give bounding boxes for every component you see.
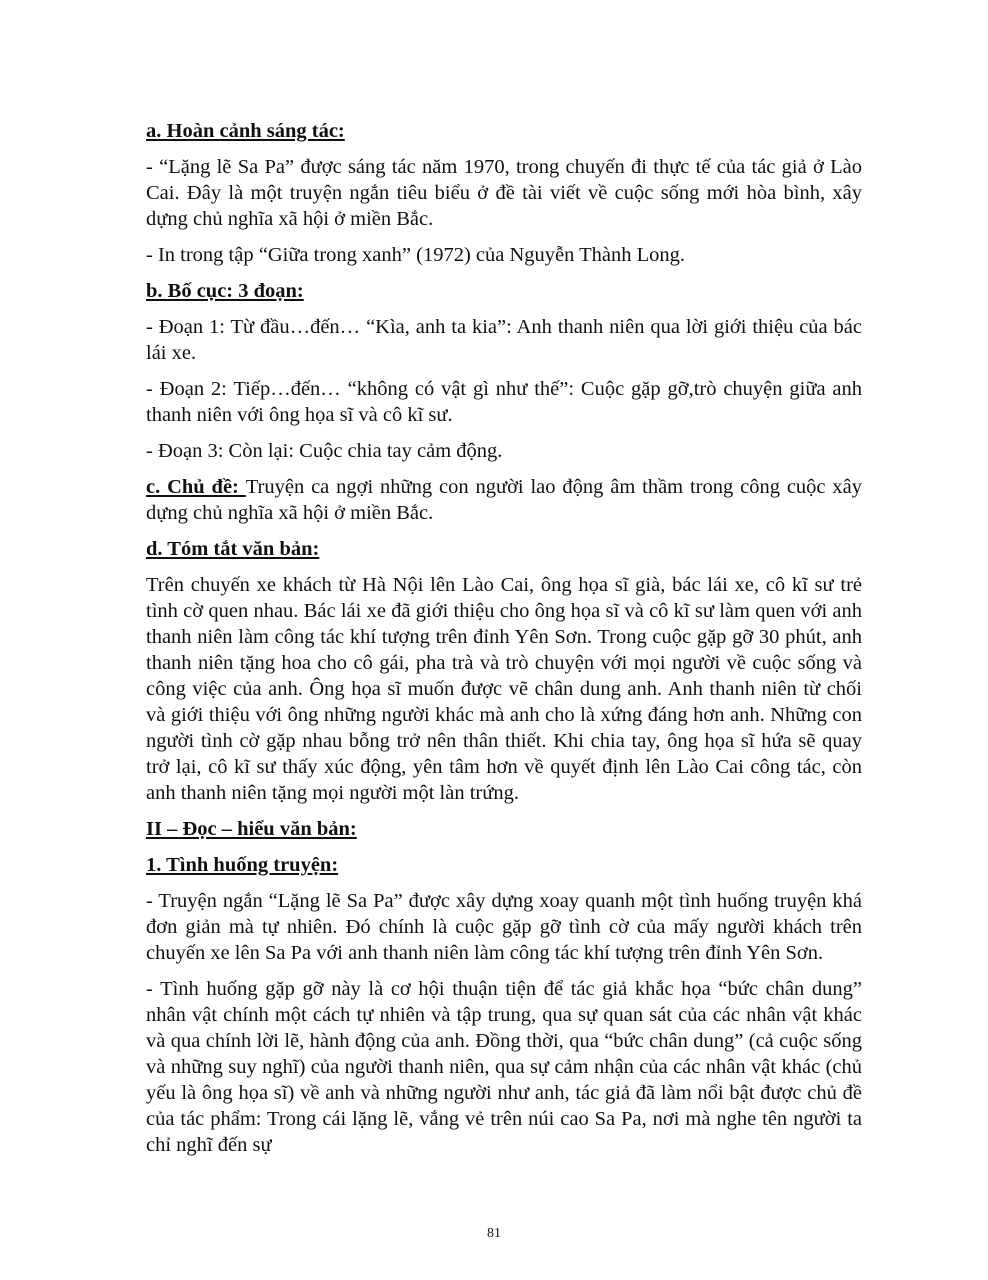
paragraph: - Tình huống gặp gỡ này là cơ hội thuận tiện để tác giả khắc họa “bức chân dung” nhân vật chính một cách tự nhiên và tập trung, qua sự quan sát của các nhân vật khác và qua chính lời lẽ, hành động của anh. Đồng thời, qua “bức chân dung” (cả cuộc sống và những suy nghĩ) của người thanh niên, qua sự cảm nhận của các nhân vật khác (chủ yếu là ông họa sĩ) về anh và những người như anh, tác giả đã làm nổi bật được chủ đề của tác phẩm: Trong cái lặng lẽ, vắng vẻ trên núi cao Sa Pa, nơi mà nghe tên người ta chỉ nghĩ đến sự [146, 978, 862, 1156]
paragraph: - Đoạn 2: Tiếp…đến… “không có vật gì như thế”: Cuộc gặp gỡ,trò chuyện giữa anh thanh niên với ông họa sĩ và cô kĩ sư. [146, 378, 862, 426]
page-content [146, 118, 862, 1168]
heading-section-1: 1. Tình huống truyện: [146, 854, 339, 876]
paragraph: - Truyện ngắn “Lặng lẽ Sa Pa” được xây dựng xoay quanh một tình huống truyện khá đơn giản mà tự nhiên. Đó chính là cuộc gặp gỡ tình cờ của mấy người khách trên chuyến xe lên Sa Pa với anh thanh niên làm công tác khí tượng trên đỉnh Yên Sơn. [146, 890, 862, 964]
paragraph: - In trong tập “Giữa trong xanh” (1972) của Nguyễn Thành Long. [146, 244, 686, 266]
page-number: 81 [487, 1226, 501, 1241]
summary-paragraph: Trên chuyến xe khách từ Hà Nội lên Lào Cai, ông họa sĩ già, bác lái xe, cô kĩ sư trẻ tình cờ quen nhau. Bác lái xe đã giới thiệu cho ông họa sĩ và cô kĩ sư làm quen với anh thanh niên làm công tác khí tượng trên đỉnh Yên Sơn. Trong cuộc gặp gỡ 30 phút, anh thanh niên tặng hoa cho cô gái, pha trà và trò chuyện với mọi người về cuộc sống và công việc của anh. Ông họa sĩ muốn được vẽ chân dung anh. Anh thanh niên từ chối và giới thiệu với ông những người khác mà anh cho là xứng đáng hơn anh. Những con người tình cờ gặp nhau bỗng trở nên thân thiết. Khi chia tay, ông họa sĩ hứa sẽ quay trở lại, cô kĩ sư thấy xúc động, yên tâm hơn về quyết định lên Lào Cai công tác, còn anh thanh niên tặng mọi người một làn trứng. [146, 574, 862, 804]
heading-d: d. Tóm tắt văn bản: [146, 538, 320, 560]
theme-paragraph [146, 474, 862, 526]
paragraph: - Đoạn 3: Còn lại: Cuộc chia tay cảm động. [146, 440, 503, 462]
theme-text: Truyện ca ngợi những con người lao động âm thầm trong công cuộc xây dựng chủ nghĩa xã hội ở miền Bắc. [146, 476, 862, 524]
heading-section-ii: II – Đọc – hiểu văn bản: [146, 818, 357, 840]
heading-b: b. Bố cục: 3 đoạn: [146, 280, 304, 302]
heading-a: a. Hoàn cảnh sáng tác: [146, 120, 345, 142]
heading-c: c. Chủ đề: [146, 476, 246, 498]
paragraph: - Đoạn 1: Từ đầu…đến… “Kìa, anh ta kia”: Anh thanh niên qua lời giới thiệu của bác lái xe. [146, 316, 862, 364]
paragraph: - “Lặng lẽ Sa Pa” được sáng tác năm 1970, trong chuyến đi thực tế của tác giả ở Lào Cai. Đây là một truyện ngắn tiêu biểu ở đề tài viết về cuộc sống mới hòa bình, xây dựng chủ nghĩa xã hội ở miền Bắc. [146, 156, 862, 230]
